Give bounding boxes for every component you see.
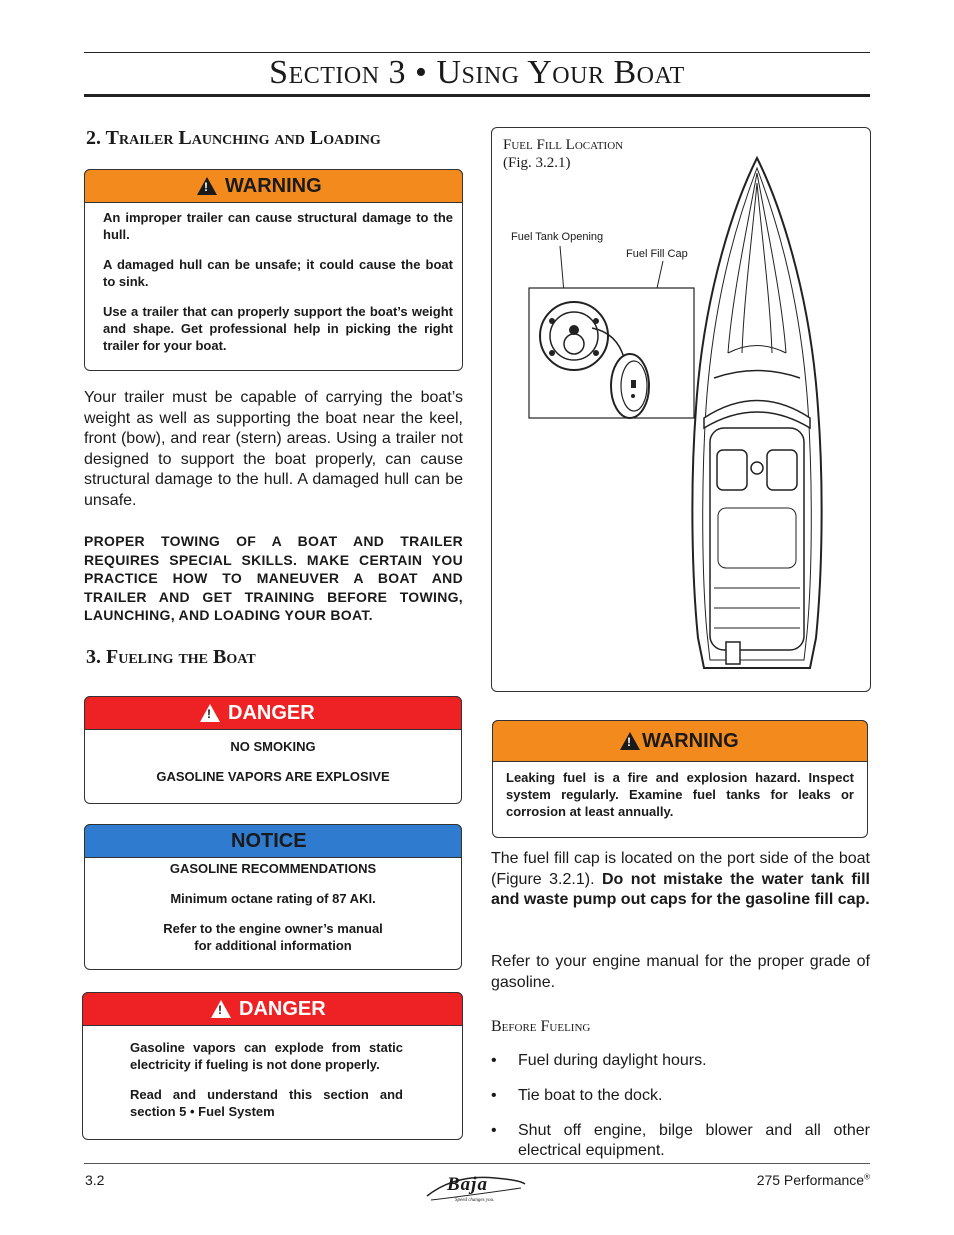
bullet-item — [491, 1121, 870, 1163]
warning-paragraph: Use a trailer that can properly support the boat’s weight and shape. Get professional help in picking the right trailer for your boat. — [103, 304, 453, 353]
notice-line: Refer to the engine owner’s manual — [163, 921, 383, 936]
warning-banner — [84, 169, 463, 203]
bullet-dot: • — [491, 1087, 497, 1104]
fuel-cap-location-text: The fuel fill cap is located on the port side of the boat (Figure 3.2.1). — [491, 850, 870, 888]
fuel-leak-warning-box — [492, 720, 868, 838]
label-fuel-fill-cap: Fuel Fill Cap — [626, 248, 688, 260]
danger-label: DANGER — [239, 997, 326, 1020]
warning-label: WARNING — [225, 174, 322, 197]
trailer-warning-text — [103, 209, 453, 367]
registered-mark: ® — [864, 1172, 870, 1182]
page-title: Section 3 • Using Your Boat — [269, 54, 685, 91]
bullet-dot: • — [491, 1052, 497, 1069]
trailer-body-paragraph: Your trailer must be capable of carrying the boat’s weight as well as supporting the boat near the keel, front (bow), and rear (stern) areas. Using a trailer not designed to support the boat properly, can cause structural damage to the hull. A damaged hull can be unsafe. — [84, 389, 463, 509]
bullet-text: Tie boat to the dock. — [518, 1087, 663, 1104]
fuel-leak-warning-text: Leaking fuel is a fire and explosion hazard. Inspect system regularly. Examine fuel tanks for leaks or corrosion at least annually. — [506, 770, 854, 819]
before-fueling-subheading: Before Fueling — [491, 1018, 591, 1035]
danger-line: NO SMOKING — [230, 739, 316, 754]
fueling-section-heading: 3. Fueling the Boat — [86, 646, 256, 668]
notice-label: NOTICE — [231, 829, 307, 852]
label-fuel-tank-opening: Fuel Tank Opening — [511, 231, 604, 243]
page-number: 3.2 — [85, 1172, 105, 1188]
bullet-text: Shut off engine, bilge blower and all other electrical equipment. — [518, 1122, 870, 1159]
model-text: 275 Performance — [756, 1172, 865, 1188]
danger-text — [95, 738, 451, 798]
danger-paragraph: Read and understand this section and section 5 • Fuel System — [130, 1087, 403, 1119]
danger-banner — [84, 696, 462, 730]
towing-caps-notice: PROPER TOWING OF A BOAT AND TRAILER REQUIRES SPECIAL SKILLS. MAKE CERTAIN YOU PRACTICE HOW TO MANEUVER A BOAT AND TRAILER AND GET TRAINING BEFORE TOWING, LAUNCHING, AND LOADING YOUR BOAT. — [84, 533, 463, 623]
notice-line: GASOLINE RECOMMENDATIONS — [169, 861, 377, 876]
alert-triangle-icon: ! — [200, 704, 220, 722]
warning-paragraph: An improper trailer can cause structural damage to the hull. — [103, 210, 453, 242]
fuel-fill-figure — [491, 127, 871, 692]
model-name — [757, 1172, 870, 1188]
bullet-text: Fuel during daylight hours. — [518, 1052, 707, 1069]
warning-paragraph: A damaged hull can be unsafe; it could cause the boat to sink. — [103, 257, 453, 289]
danger-static-text — [130, 1039, 403, 1133]
alert-triangle-icon: ! — [620, 732, 640, 750]
header-bottom-rule — [84, 94, 870, 97]
fuel-cap-location-paragraph — [491, 849, 870, 911]
alert-triangle-icon: ! — [211, 1000, 231, 1018]
danger-label: DANGER — [228, 701, 315, 724]
danger-box-smoking — [84, 696, 462, 804]
bullet-item — [491, 1051, 870, 1073]
logo-wordmark: Baja — [447, 1174, 488, 1195]
trailer-warning-box — [84, 169, 463, 371]
trailer-section-heading: 2. Trailer Launching and Loading — [86, 127, 381, 149]
notice-box-gasoline — [84, 824, 462, 970]
warning-label: WARNING — [642, 729, 739, 752]
notice-line: Minimum octane rating of 87 AKI. — [170, 891, 376, 906]
figure-caption-number: (Fig. 3.2.1) — [503, 155, 571, 171]
header-top-rule — [84, 52, 870, 53]
footer-rule — [84, 1163, 870, 1164]
bullet-item — [491, 1086, 870, 1108]
danger-paragraph: Gasoline vapors can explode from static electricity if fueling is not done properly. — [130, 1040, 403, 1072]
notice-text — [95, 860, 451, 954]
notice-banner — [84, 824, 462, 858]
logo-tagline: Speed changes you. — [455, 1198, 495, 1203]
alert-triangle-icon: ! — [197, 177, 217, 195]
figure-caption-title: Fuel Fill Location — [503, 137, 624, 153]
danger-line: GASOLINE VAPORS ARE EXPLOSIVE — [156, 769, 390, 784]
warning-banner — [492, 720, 868, 762]
engine-manual-paragraph: Refer to your engine manual for the proper grade of gasoline. — [491, 953, 870, 991]
fuel-cap-caution-bold: Do not mistake the water tank fill and waste pump out caps for the gasoline fill cap. — [491, 870, 871, 908]
bullet-dot: • — [491, 1122, 497, 1139]
boat-top-view-drawing — [492, 128, 872, 693]
notice-line: for additional information — [194, 938, 352, 953]
danger-box-static — [82, 992, 463, 1140]
danger-banner — [82, 992, 463, 1026]
brand-logo — [425, 1170, 529, 1208]
